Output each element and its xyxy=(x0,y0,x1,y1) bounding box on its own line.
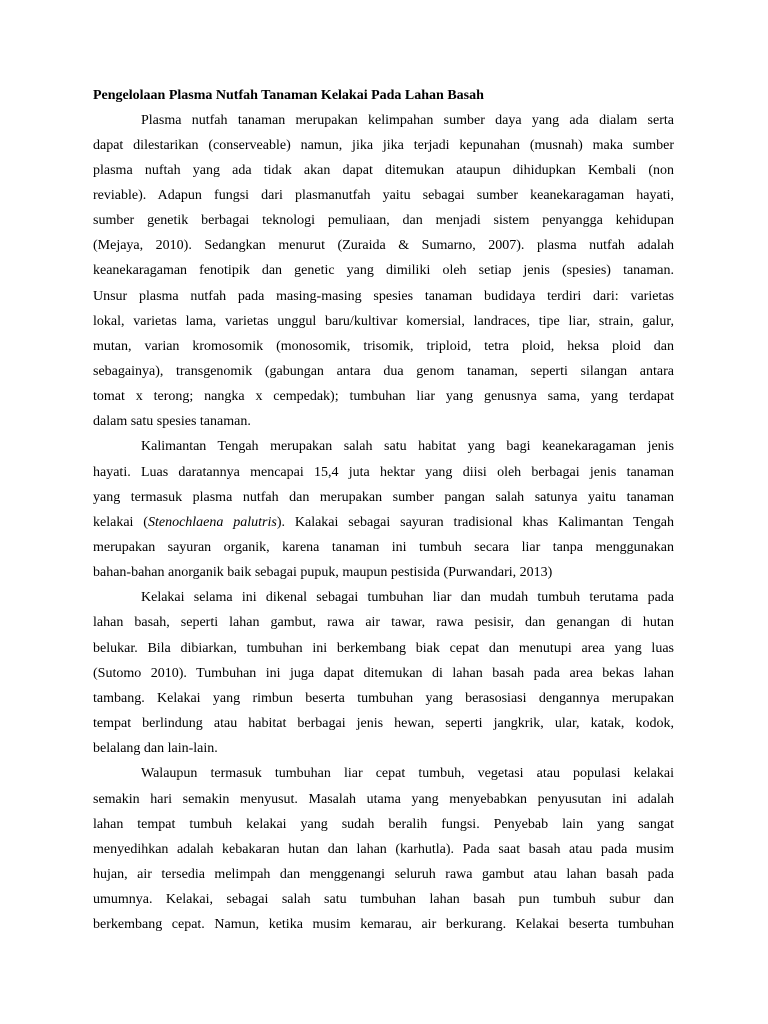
text-line-2: dapat dilestarikan (conserveable) namun, jika jika terjadi kepunahan (musnah) maka sumber xyxy=(93,138,674,153)
species-name-italic: Stenochlaena palutris xyxy=(147,515,277,530)
text-line-28: semakin hari semakin menyusut. Masalah utama yang menyebabkan penyusutan ini adalah xyxy=(93,792,674,807)
text-line-30: menyedihkan adalah kebakaran hutan dan lahan (karhutla). Pada saat basah atau pada musim xyxy=(93,842,674,857)
text-line-6: (Mejaya, 2010). Sedangkan menurut (Zuraida & Sumarno, 2007). plasma nutfah adalah xyxy=(93,238,674,253)
text-line-10: mutan, varian kromosomik (monosomik, trisomik, triploid, tetra ploid, heksa ploid dan xyxy=(93,339,674,354)
text-line-9: lokal, varietas lama, varietas unggul baru/kultivar komersial, landraces, tipe liar, strain, galur, xyxy=(93,314,674,329)
text-line-26: belalang dan lain-lain. xyxy=(93,741,218,756)
text-line-1: Plasma nutfah tanaman merupakan kelimpahan sumber daya yang ada dialam serta xyxy=(141,113,674,128)
text-line-24: tambang. Kelakai yang rimbun beserta tumbuhan yang berasosiasi dengannya merupakan xyxy=(93,691,674,706)
text-line-19: bahan-bahan anorganik baik sebagai pupuk, maupun pestisida (Purwandari, 2013) xyxy=(93,565,553,580)
text-line-25: tempat berlindung atau habitat berbagai jenis hewan, seperti jangkrik, ular, katak, kodok, xyxy=(93,716,674,731)
text-line-23: (Sutomo 2010). Tumbuhan ini juga dapat ditemukan di lahan basah pada area bekas lahan xyxy=(93,666,674,681)
text-line-18: merupakan sayuran organik, karena tanaman ini tumbuh secara liar tanpa menggunakan xyxy=(93,540,674,555)
text-line-7: keanekaragaman fenotipik dan genetic yang dimiliki oleh setiap jenis (spesies) tanaman. xyxy=(93,263,674,278)
text-line-33: berkembang cepat. Namun, ketika musim kemarau, air berkurang. Kelakai beserta tumbuhan xyxy=(93,917,674,932)
text-line-27: Walaupun termasuk tumbuhan liar cepat tumbuh, vegetasi atau populasi kelakai xyxy=(141,766,674,781)
text-line-21: lahan basah, seperti lahan gambut, rawa air tawar, rawa pesisir, dan genangan di hutan xyxy=(93,615,674,630)
text-line-16: yang termasuk plasma nutfah dan merupakan sumber pangan salah satunya yaitu tanaman xyxy=(93,490,674,505)
text-line-5: sumber genetik berbagai teknologi pemuliaan, dan menjadi sistem penyangga kehidupan xyxy=(93,213,674,228)
text-line-31: hujan, air tersedia melimpah dan menggenangi seluruh rawa gambut atau lahan basah pada xyxy=(93,867,674,882)
text-line-14: Kalimantan Tengah merupakan salah satu habitat yang bagi keanekaragaman jenis xyxy=(141,439,674,454)
text-line-29: lahan tempat tumbuh kelakai yang sudah beralih fungsi. Penyebab lain yang sangat xyxy=(93,817,674,832)
text-line-20: Kelakai selama ini dikenal sebagai tumbuhan liar dan mudah tumbuh terutama pada xyxy=(141,590,674,605)
text-line-11: sebagainya), transgenomik (gabungan antara dua genom tanaman, seperti silangan antara xyxy=(93,364,674,379)
text-line-13: dalam satu spesies tanaman. xyxy=(93,414,251,429)
text-line-3: plasma nuftah yang ada tidak akan dapat ditemukan ataupun dihidupkan Kembali (non xyxy=(93,163,674,178)
text-line-22: belukar. Bila dibiarkan, tumbuhan ini berkembang biak cepat dan menutupi area yang luas xyxy=(93,641,674,656)
text-line-8: Unsur plasma nutfah pada masing-masing spesies tanaman budidaya terdiri dari: varietas xyxy=(93,289,674,304)
document-title: Pengelolaan Plasma Nutfah Tanaman Kelakai Pada Lahan Basah xyxy=(93,88,484,103)
text-line-32: umumnya. Kelakai, sebagai salah satu tumbuhan lahan basah pun tumbuh subur dan xyxy=(93,892,674,907)
text-line-15: hayati. Luas daratannya mencapai 15,4 juta hektar yang diisi oleh berbagai jenis tanaman xyxy=(93,465,674,480)
text-line-4: reviable). Adapun fungsi dari plasmanutfah yaitu sebagai sumber keanekaragaman hayati, xyxy=(93,188,674,203)
text-line-12: tomat x terong; nangka x cempedak); tumbuhan liar yang genusnya sama, yang terdapat xyxy=(93,389,674,404)
text-line-17-post: ). Kalakai sebagai sayuran tradisional khas Kalimantan Tengah xyxy=(276,515,674,530)
text-line-17 xyxy=(93,514,674,532)
text-line-17-pre: kelakai ( xyxy=(93,515,148,530)
